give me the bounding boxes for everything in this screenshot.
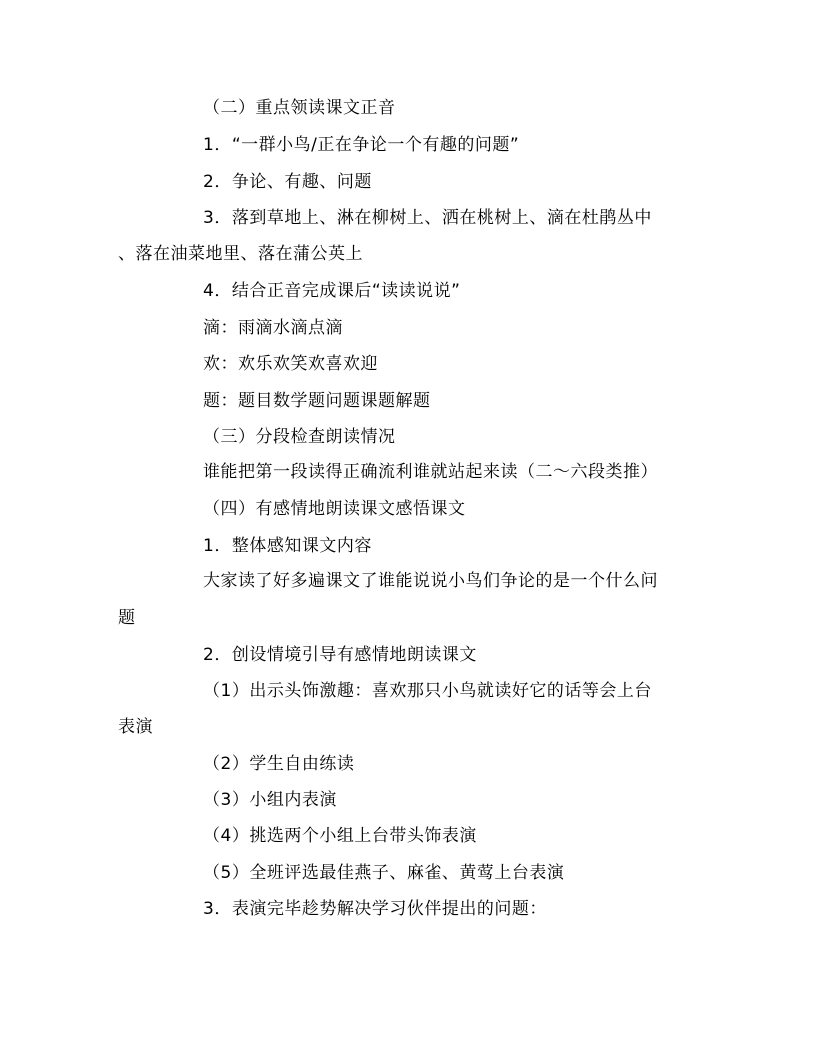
paragraph-line: （4）挑选两个小组上台带头饰表演 xyxy=(203,826,477,846)
paragraph-line: （1）出示头饰激趣：喜欢那只小鸟就读好它的话等会上台 xyxy=(203,681,652,701)
paragraph-line: 3．表演完毕趁势解决学习伙伴提出的问题： xyxy=(203,899,547,919)
paragraph-line: 3．落到草地上、淋在柳树上、洒在桃树上、滴在杜鹃丛中 xyxy=(203,208,652,228)
paragraph-line: 大家读了好多遍课文了谁能说说小鸟们争论的是一个什么问 xyxy=(203,571,658,591)
paragraph-line: （5）全班评选最佳燕子、麻雀、黄莺上台表演 xyxy=(203,863,565,883)
paragraph-line: 1．“一群小鸟/正在争论一个有趣的问题” xyxy=(203,135,520,155)
paragraph-line: 2．创设情境引导有感情地朗读课文 xyxy=(203,645,477,665)
paragraph-line: 、落在油菜地里、落在蒲公英上 xyxy=(118,244,363,264)
paragraph-line: 题 xyxy=(118,608,136,628)
paragraph-line: 表演 xyxy=(118,717,153,737)
section-heading-2: （二）重点领读课文正音 xyxy=(203,98,396,118)
paragraph-line: 欢：欢乐欢笑欢喜欢迎 xyxy=(203,354,378,374)
paragraph-line: 1．整体感知课文内容 xyxy=(203,536,372,556)
paragraph-line: 谁能把第一段读得正确流利谁就站起来读（二～六段类推） xyxy=(203,462,658,482)
paragraph-line: 2．争论、有趣、问题 xyxy=(203,172,372,192)
paragraph-line: （2）学生自由练读 xyxy=(203,754,355,774)
section-heading-4: （四）有感情地朗读课文感悟课文 xyxy=(203,499,466,519)
section-heading-3: （三）分段检查朗读情况 xyxy=(203,427,396,447)
paragraph-line: 滴：雨滴水滴点滴 xyxy=(203,318,343,338)
paragraph-line: 4．结合正音完成课后“读读说说” xyxy=(203,281,461,301)
paragraph-line: 题：题目数学题问题课题解题 xyxy=(203,391,431,411)
paragraph-line: （3）小组内表演 xyxy=(203,790,337,810)
